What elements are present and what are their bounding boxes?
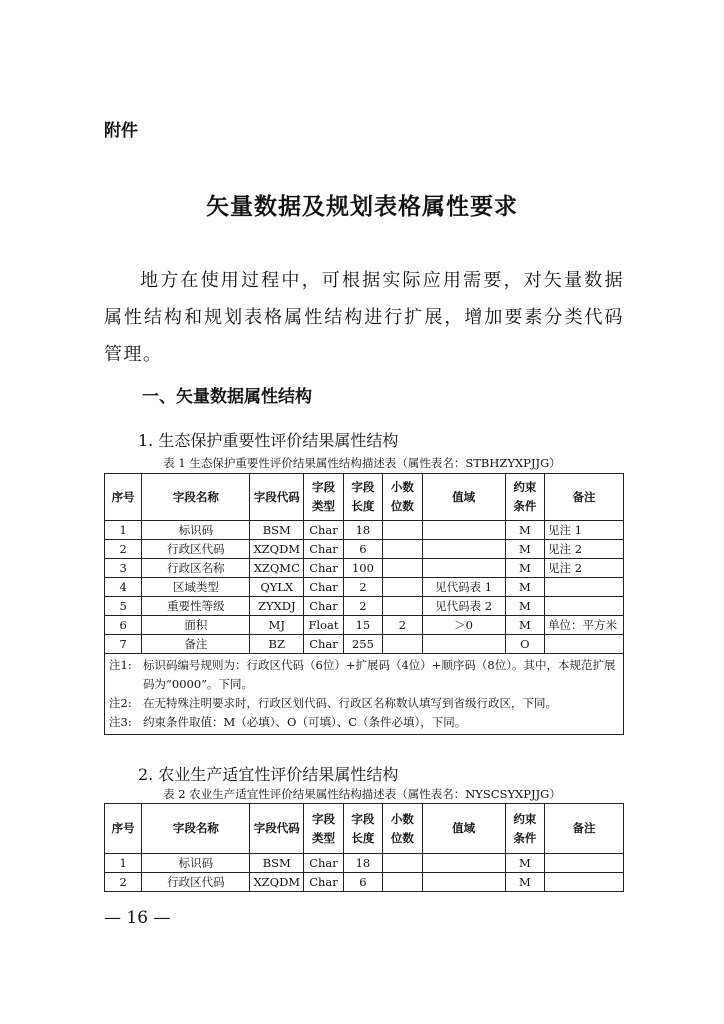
cell-remark: 见注 2 [545, 540, 624, 559]
intro-paragraph [104, 262, 624, 373]
table1-notes [105, 654, 624, 735]
cell-remark: 单位：平方米 [545, 616, 624, 635]
cell-constraint: M [505, 521, 544, 540]
cell-domain [422, 873, 505, 892]
cell-decimal [383, 873, 422, 892]
table2 [104, 803, 624, 892]
header-length: 字段长度 [343, 804, 382, 854]
table-row [105, 597, 624, 616]
cell-name: 行政区名称 [142, 559, 250, 578]
header-length: 字段长度 [343, 474, 382, 521]
header-seq: 序号 [105, 474, 142, 521]
cell-type: Char [304, 578, 343, 597]
sub1-heading: 1. 生态保护重要性评价结果属性结构 [138, 431, 399, 450]
cell-seq: 6 [105, 616, 142, 635]
cell-seq: 7 [105, 635, 142, 654]
cell-type: Float [304, 616, 343, 635]
table2-header-row [105, 804, 624, 854]
cell-code: MJ [250, 616, 304, 635]
header-domain: 值域 [422, 474, 505, 521]
cell-remark [545, 873, 624, 892]
cell-constraint: M [505, 578, 544, 597]
table1-notes-row [105, 654, 624, 735]
cell-code: XZQMC [250, 559, 304, 578]
note-item [109, 694, 619, 713]
cell-constraint: M [505, 597, 544, 616]
header-type: 字段类型 [304, 474, 343, 521]
header-constraint: 约束条件 [505, 804, 544, 854]
cell-code: BSM [250, 521, 304, 540]
table1-header-row [105, 474, 624, 521]
header-remark: 备注 [545, 804, 624, 854]
cell-type: Char [304, 559, 343, 578]
header-decimal: 小数位数 [383, 474, 422, 521]
table-row [105, 854, 624, 873]
cell-name: 行政区代码 [142, 540, 250, 559]
cell-length: 18 [343, 521, 382, 540]
cell-name: 面积 [142, 616, 250, 635]
cell-type: Char [304, 597, 343, 616]
cell-length: 2 [343, 597, 382, 616]
cell-name: 区域类型 [142, 578, 250, 597]
intro-text: 地方在使用过程中，可根据实际应用需要，对矢量数据属性结构和规划表格属性结构进行扩展，增加要素分类代码管理。 [104, 270, 624, 365]
cell-seq: 1 [105, 521, 142, 540]
table-row [105, 873, 624, 892]
cell-decimal [383, 559, 422, 578]
note-key: 注3: [109, 715, 132, 729]
cell-decimal [383, 597, 422, 616]
cell-constraint: M [505, 873, 544, 892]
cell-length: 6 [343, 540, 382, 559]
header-seq: 序号 [105, 804, 142, 854]
table-row [105, 540, 624, 559]
cell-decimal [383, 854, 422, 873]
cell-code: XZQDM [250, 540, 304, 559]
cell-domain: 见代码表 2 [422, 597, 505, 616]
table-row [105, 616, 624, 635]
cell-remark: 见注 1 [545, 521, 624, 540]
cell-seq: 2 [105, 873, 142, 892]
cell-remark [545, 578, 624, 597]
header-remark: 备注 [545, 474, 624, 521]
header-type: 字段类型 [304, 804, 343, 854]
cell-type: Char [304, 635, 343, 654]
header-domain: 值域 [422, 804, 505, 854]
note-item [109, 713, 619, 732]
cell-decimal [383, 521, 422, 540]
cell-name: 标识码 [142, 521, 250, 540]
cell-seq: 1 [105, 854, 142, 873]
cell-decimal [383, 635, 422, 654]
cell-remark: 见注 2 [545, 559, 624, 578]
cell-type: Char [304, 873, 343, 892]
note-text: 在无特殊注明要求时，行政区划代码、行政区名称数认填写到省级行政区，下同。 [143, 696, 557, 710]
table2-caption: 表 2 农业生产适宜性评价结果属性结构描述表（属性表名：NYSCSYXPJJG） [163, 787, 561, 801]
cell-code: XZQDM [250, 873, 304, 892]
cell-type: Char [304, 521, 343, 540]
cell-type: Char [304, 854, 343, 873]
document-title: 矢量数据及规划表格属性要求 [206, 193, 518, 220]
cell-decimal [383, 578, 422, 597]
cell-remark [545, 597, 624, 616]
cell-length: 15 [343, 616, 382, 635]
cell-domain: 见代码表 1 [422, 578, 505, 597]
cell-constraint: M [505, 559, 544, 578]
cell-seq: 2 [105, 540, 142, 559]
cell-remark [545, 635, 624, 654]
cell-code: ZYXDJ [250, 597, 304, 616]
header-code: 字段代码 [250, 804, 304, 854]
cell-name: 行政区代码 [142, 873, 250, 892]
cell-name: 重要性等级 [142, 597, 250, 616]
table-row [105, 578, 624, 597]
cell-decimal: 2 [383, 616, 422, 635]
cell-decimal [383, 540, 422, 559]
cell-domain [422, 521, 505, 540]
cell-code: BZ [250, 635, 304, 654]
cell-domain [422, 854, 505, 873]
cell-type: Char [304, 540, 343, 559]
cell-seq: 3 [105, 559, 142, 578]
cell-length: 6 [343, 873, 382, 892]
header-constraint: 约束条件 [505, 474, 544, 521]
table1 [104, 473, 624, 735]
note-text: 标识码编号规则为：行政区代码（6位）+扩展码（4位）+顺序码（8位）。其中，本规范扩展码为“0000”。下同。 [143, 658, 616, 691]
cell-length: 2 [343, 578, 382, 597]
cell-constraint: M [505, 616, 544, 635]
cell-domain [422, 540, 505, 559]
header-decimal: 小数位数 [383, 804, 422, 854]
note-item [109, 656, 619, 694]
cell-code: BSM [250, 854, 304, 873]
cell-length: 100 [343, 559, 382, 578]
table-row [105, 559, 624, 578]
section1-heading: 一、矢量数据属性结构 [142, 387, 312, 407]
sub2-heading: 2. 农业生产适宜性评价结果属性结构 [138, 765, 399, 784]
note-key: 注1: [109, 658, 132, 672]
cell-remark [545, 854, 624, 873]
attachment-label: 附件 [104, 121, 138, 141]
cell-constraint: O [505, 635, 544, 654]
cell-domain [422, 559, 505, 578]
cell-name: 标识码 [142, 854, 250, 873]
header-name: 字段名称 [142, 804, 250, 854]
table-row [105, 521, 624, 540]
cell-constraint: M [505, 854, 544, 873]
table1-caption: 表 1 生态保护重要性评价结果属性结构描述表（属性表名：STBHZYXPJJG） [163, 456, 561, 470]
note-text: 约束条件取值：M（必填）、O（可填）、C（条件必填），下同。 [143, 715, 467, 729]
header-name: 字段名称 [142, 474, 250, 521]
header-code: 字段代码 [250, 474, 304, 521]
cell-domain: ＞0 [422, 616, 505, 635]
cell-seq: 5 [105, 597, 142, 616]
cell-seq: 4 [105, 578, 142, 597]
cell-code: QYLX [250, 578, 304, 597]
cell-domain [422, 635, 505, 654]
cell-length: 18 [343, 854, 382, 873]
page-number: — 16 — [104, 908, 171, 928]
table-row [105, 635, 624, 654]
cell-constraint: M [505, 540, 544, 559]
note-key: 注2: [109, 696, 132, 710]
cell-length: 255 [343, 635, 382, 654]
cell-name: 备注 [142, 635, 250, 654]
